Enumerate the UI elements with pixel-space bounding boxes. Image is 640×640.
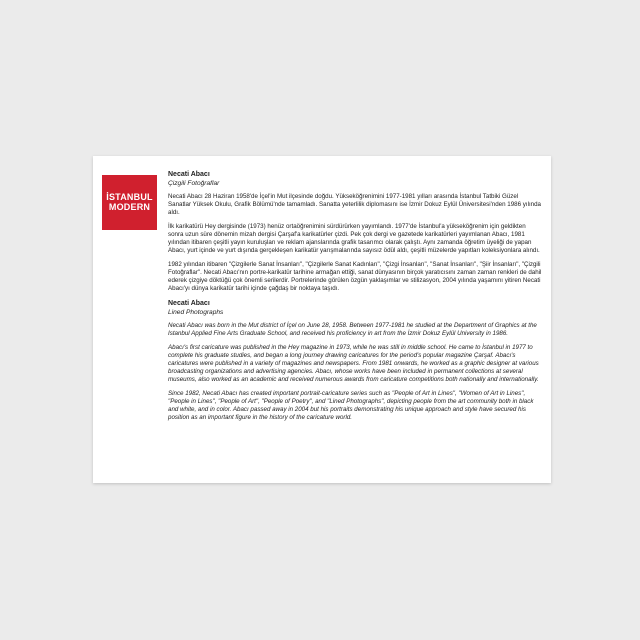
label-text: [168, 170, 542, 428]
logo-line-1: İSTANBUL: [106, 192, 153, 203]
istanbul-modern-logo: [102, 175, 157, 230]
en-paragraph-2: Abacı's first caricature was published in the Hey magazine in 1973, while he was still in middle school. He came to İstanbul in 1977 to complete his graduate studies, and began a long journey drawing caricatures for the period's popular magazine Çarşaf. Abacı's caricatures were published in a variety of magazines and newspapers. From 1981 onwards, he worked as a graphic designer at various broadcasting organizations and advertising agencies. Abacı, whose works have been included in permanent collections at several museums, also worked as an academic and received numerous awards from caricature competitions both nationally and internationally.: [168, 344, 539, 383]
english-section: [168, 299, 542, 422]
exhibition-label-card: [93, 156, 551, 483]
tr-paragraph-3: 1982 yılından itibaren "Çizgilerle Sanat İnsanları", "Çizgilerle Sanat Kadınları", "Çizgi İnsanları", "Sanat İnsanları", "Şiir İnsanları", "Çizgili Fotoğraflar". Necati Abacı'nın portre-karikatür tarihine armağan ettiği, sanat dünyasının birçok yaratıcısını zaman zaman renkleri de dahil ederek çizgiye döktüğü çok önemli serilerdir. Portrelerinde görülen özgün yaklaşımlar ve stilizasyon, 2004 yılında yaşamını yitiren Necati Abacı'yı dünya karikatür tarihi içinde çağdaş bir noktaya taşıdı.: [168, 261, 542, 292]
tr-paragraph-1: Necati Abacı 28 Haziran 1958'de İçel'in Mut ilçesinde doğdu. Yükseköğrenimini 1977-1981 yılları arasında İstanbul Tatbiki Güzel Sanatlar Yüksek Okulu, Grafik Bölümü'nde tamamladı. Sanatta yeterlilik diplomasını ise İzmir Dokuz Eylül Üniversitesi'nden 1986 yılında aldı.: [168, 193, 541, 216]
artist-name-tr: Necati Abacı: [168, 171, 210, 178]
logo-line-2: MODERN: [108, 201, 151, 212]
artist-name-en: Necati Abacı: [168, 300, 210, 307]
series-title-en: Lined Photographs: [168, 309, 224, 316]
series-title-tr: Çizgili Fotoğraflar: [168, 180, 220, 187]
turkish-section: [168, 170, 542, 293]
en-paragraph-1: Necati Abacı was born in the Mut district of İçel on June 28, 1958. Between 1977-1981 he studied at the Department of Graphics at the Istanbul Applied Fine Arts Graduate School, and received his proficiency in art from the İzmir Dokuz Eylül University in 1986.: [168, 322, 537, 337]
en-paragraph-3: Since 1982, Necati Abacı has created important portrait-caricature series such as "People of Art in Lines", "Women of Art in Lines", "People in Lines", "People of Art", "People of Poetry", and "Lined Photographs", depicting people from the art community both in black and white, and in color. Abacı passed away in 2004 but his portraits demonstrating his unique approach and style have secured his position as an important figure in the history of the caricature world.: [168, 390, 534, 421]
tr-paragraph-2: İlk karikatürü Hey dergisinde (1973) henüz ortaöğrenimini sürdürürken yayımlandı. 1977'de İstanbul'a yükseköğrenim için geldikten sonra uzun süre dönemin mizah dergisi Çarşaf'a karikatürler çizdi. Pek çok dergi ve gazetede karikatürleri yayımlanan Abacı, 1981 yılından itibaren çeşitli yayın kuruluşları ve reklam ajanslarında grafik tasarımcı olarak çalıştı. Aynı zamanda öğretim üyeliği de yapan Abacı, yurt içinde ve yurt dışında gerçekleşen karikatür yarışmalarında sayısız ödül aldı, çeşitli müzelerde yapıtları koleksiyonlara alındı.: [168, 223, 540, 254]
